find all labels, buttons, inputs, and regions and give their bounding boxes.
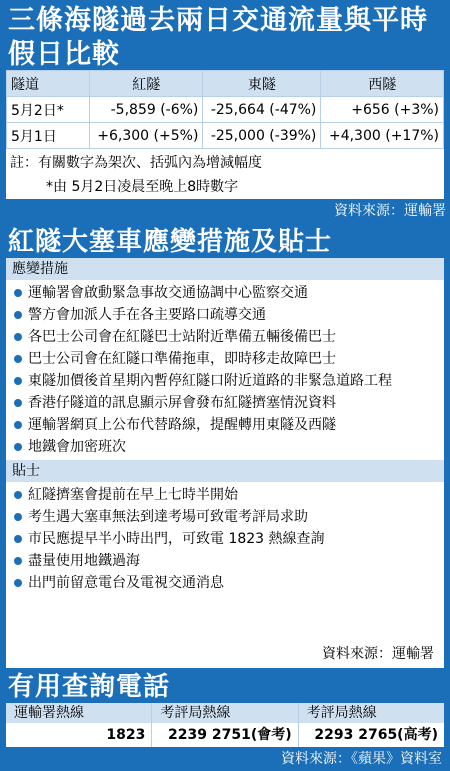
measures-title: 紅隧大塞車應變措施及貼士 (8, 227, 333, 257)
bullet-icon (14, 289, 22, 297)
measures-card (6, 258, 444, 668)
row-date: 5月1日 (7, 123, 90, 149)
col-header-western: 西隧 (321, 71, 444, 97)
bullet-icon (14, 311, 22, 319)
hotlines-table (6, 703, 444, 747)
bullet-icon (14, 513, 22, 521)
bullet-icon (14, 443, 22, 451)
tips-subheading: 貼士 (6, 460, 444, 482)
list-item: 各巴士公司會在紅隧巴士站附近準備五輛後備巴士 (12, 326, 438, 348)
cell-value: +656 (+3%) (321, 97, 444, 123)
list-item: 考生遇大塞車無法到達考場可致電考評局求助 (12, 506, 438, 528)
note-line: 註：有關數字為架次、括弧內為增減幅度 (10, 155, 262, 171)
hotlines-source: 資料來源：《蘋果》資料室 (281, 751, 442, 767)
list-item: 警方會加派人手在各主要路口疏導交通 (12, 304, 438, 326)
list-item: 東隧加價後首星期內暫停紅隧口附近道路的非緊急道路工程 (12, 370, 438, 392)
table-header-row (7, 71, 444, 97)
cell-value: +6,300 (+5%) (90, 123, 203, 149)
list-item: 運輸署網頁上公布代替路線，提醒轉用東隧及西隧 (12, 414, 438, 436)
col-header-eastern: 東隧 (203, 71, 321, 97)
list-item: 香港仔隧道的訊息顯示屏會發布紅隧擠塞情況資料 (12, 392, 438, 414)
bullet-icon (14, 421, 22, 429)
bullet-icon (14, 377, 22, 385)
hotline-cell (152, 703, 298, 747)
cell-value: -25,000 (-39%) (203, 123, 321, 149)
list-item: 紅隧擠塞會提前在早上七時半開始 (12, 484, 438, 506)
bullet-icon (14, 579, 22, 587)
list-item: 出門前留意電台及電視交通消息 (12, 572, 438, 594)
bullet-icon (14, 399, 22, 407)
hotlines-title: 有用查詢電話 (8, 672, 171, 702)
list-item: 巴士公司會在紅隧口準備拖車，即時移走故障巴士 (12, 348, 438, 370)
note-line: *由 5月2日凌晨至晚上8時數字 (46, 179, 239, 195)
row-date: 5月2日* (7, 97, 90, 123)
traffic-source: 資料來源：運輸署 (334, 203, 446, 219)
traffic-title: 三條海隧過去兩日交通流量與平時假日比較 (8, 5, 428, 70)
list-item: 運輸署會啟動緊急事故交通協調中心監察交通 (12, 282, 438, 304)
bullet-icon (14, 491, 22, 499)
bullet-icon (14, 355, 22, 363)
hotlines-card (6, 703, 444, 747)
hotline-cell (299, 703, 444, 747)
hotline-cell (6, 703, 152, 747)
bullet-icon (14, 333, 22, 341)
cell-value: -5,859 (-6%) (90, 97, 203, 123)
hotline-number: 2293 2765(高考) (314, 727, 438, 743)
col-header-tunnel: 隧道 (7, 71, 90, 97)
hotline-label: 運輸署熱線 (6, 703, 151, 723)
cell-value: -25,664 (-47%) (203, 97, 321, 123)
hotline-label: 考評局熱線 (152, 703, 297, 723)
hotline-label: 考評局熱線 (299, 703, 444, 723)
measures-source: 資料來源：運輸署 (322, 646, 434, 662)
list-item: 地鐵會加密班次 (12, 436, 438, 458)
bullet-icon (14, 535, 22, 543)
measures-subheading: 應變措施 (6, 258, 444, 280)
tips-list (6, 482, 444, 596)
list-item: 盡量使用地鐵過海 (12, 550, 438, 572)
list-item: 市民應提早半小時出門，可致電 1823 熱線查詢 (12, 528, 438, 550)
hotline-number: 1823 (106, 727, 146, 743)
col-header-cross-harbour: 紅隧 (90, 71, 203, 97)
table-notes (6, 149, 444, 199)
hotline-number: 2239 2751(會考) (168, 727, 292, 743)
table-row (7, 123, 444, 149)
traffic-table (6, 70, 444, 149)
cell-value: +4,300 (+17%) (321, 123, 444, 149)
traffic-card (6, 70, 444, 199)
measures-list (6, 280, 444, 460)
bullet-icon (14, 557, 22, 565)
table-row (7, 97, 444, 123)
